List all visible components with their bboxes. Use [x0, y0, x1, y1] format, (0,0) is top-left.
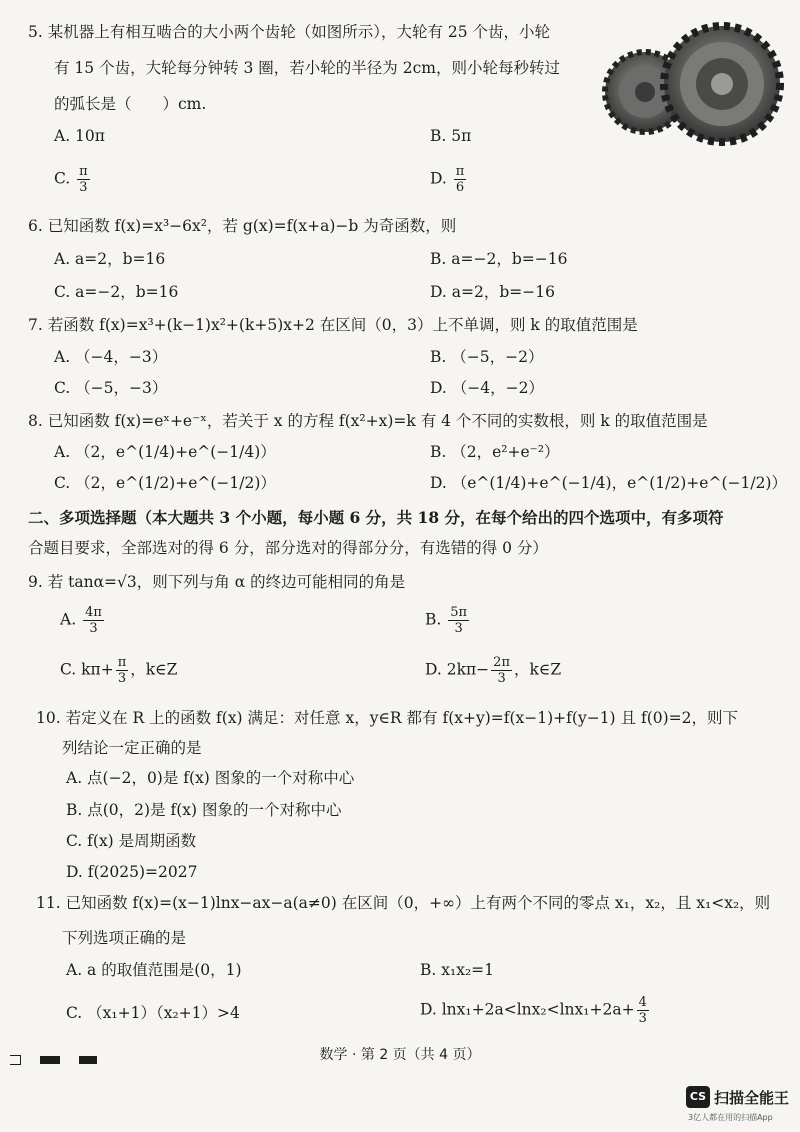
q9-option-d: D. 2kπ− $\frac{2\pi}{3}$ ，k∈Z — [425, 655, 562, 686]
q5-option-c: C. $\frac{\pi}{3}$ — [54, 164, 88, 195]
page-number: 数学 · 第 2 页（共 4 页） — [319, 1047, 481, 1063]
q10-option-c: C. f(x) 是周期函数 — [66, 832, 197, 850]
q11-option-c: C. （x₁+1）（x₂+1）>4 — [66, 1004, 240, 1022]
q11-option-a: A. a 的取值范围是(0，1) — [66, 961, 242, 979]
gear-illustration — [600, 20, 785, 150]
q10-option-a: A. 点(−2，0)是 f(x) 图象的一个对称中心 — [66, 769, 355, 787]
camscanner-name: 扫描全能王 — [714, 1089, 790, 1107]
q6-option-a: A. a=2，b=16 — [54, 250, 166, 268]
q6-option-d: D. a=2，b=−16 — [430, 283, 555, 301]
q10-line1: 10. 若定义在 R 上的函数 f(x) 满足：对任意 x，y∈R 都有 f(x+y)=f(x−1)+f(y−1) 且 f(0)=2，则下 — [36, 709, 738, 727]
q7-option-a: A. （−4，−3） — [54, 348, 168, 366]
q5-line2: 有 15 个齿，大轮每分钟转 3 圈，若小轮的半径为 2cm，则小轮每秒转过 — [54, 59, 560, 77]
q11-line2: 下列选项正确的是 — [62, 929, 187, 947]
q11-option-b: B. x₁x₂=1 — [420, 961, 495, 979]
section2-header-line1: 二、多项选择题（本大题共 3 个小题，每小题 6 分，共 18 分，在每个给出的四个选项中，有多项符 — [28, 508, 724, 527]
q10-line2: 列结论一定正确的是 — [62, 739, 202, 757]
q8-option-c: C. （2，e^(1/2)+e^(−1/2)） — [54, 474, 276, 492]
q8-option-b: B. （2，e²+e⁻²） — [430, 443, 560, 461]
q6-stem: 6. 已知函数 f(x)=x³−6x²，若 g(x)=f(x+a)−b 为奇函数，则 — [28, 217, 457, 235]
q11-line1: 11. 已知函数 f(x)=(x−1)lnx−ax−a(a≠0) 在区间（0，+∞）上有两个不同的零点 x₁，x₂，且 x₁<x₂，则 — [36, 894, 771, 912]
q6-option-c: C. a=−2，b=16 — [54, 283, 179, 301]
q5-option-a: A. 10π — [54, 127, 105, 145]
q5-option-d: D. $\frac{\pi}{6}$ — [430, 164, 465, 195]
q9-option-b: B. $\frac{5\pi}{3}$ — [425, 605, 468, 636]
q5-line3: 的弧长是（ ）cm. — [54, 95, 207, 113]
q5-option-b: B. 5π — [430, 127, 472, 145]
q10-option-d: D. f(2025)=2027 — [66, 863, 198, 881]
q10-option-b: B. 点(0，2)是 f(x) 图象的一个对称中心 — [66, 801, 342, 819]
q11-option-d: D. lnx₁+2a<lnx₂<lnx₁+2a+ $\frac{4}{3}$ — [420, 995, 647, 1026]
q8-option-a: A. （2，e^(1/4)+e^(−1/4)） — [54, 443, 276, 461]
q6-option-b: B. a=−2，b=−16 — [430, 250, 568, 268]
q9-stem: 9. 若 tanα=√3，则下列与角 α 的终边可能相同的角是 — [28, 573, 406, 591]
q7-stem: 7. 若函数 f(x)=x³+(k−1)x²+(k+5)x+2 在区间（0，3）上不单调，则 k 的取值范围是 — [28, 316, 638, 334]
q7-option-b: B. （−5，−2） — [430, 348, 544, 366]
q7-option-c: C. （−5，−3） — [54, 379, 168, 397]
camscanner-logo-icon: CS — [686, 1086, 710, 1108]
section2-header-line2: 合题目要求，全部选对的得 6 分，部分选对的得部分分，有选错的得 0 分） — [28, 539, 548, 557]
q9-option-a: A. $\frac{4\pi}{3}$ — [60, 605, 102, 636]
large-gear-icon — [664, 26, 780, 142]
q8-option-d: D. （e^(1/4)+e^(−1/4)，e^(1/2)+e^(−1/2)） — [430, 474, 787, 492]
q7-option-d: D. （−4，−2） — [430, 379, 544, 397]
q5-line1: 5. 某机器上有相互啮合的大小两个齿轮（如图所示），大轮有 25 个齿，小轮 — [28, 23, 551, 41]
q8-stem: 8. 已知函数 f(x)=eˣ+e⁻ˣ，若关于 x 的方程 f(x²+x)=k 有 4 个不同的实数根，则 k 的取值范围是 — [28, 412, 708, 430]
q9-option-c: C. kπ+ $\frac{\pi}{3}$ ，k∈Z — [60, 655, 178, 686]
camscanner-tagline: 3亿人都在用的扫描App — [688, 1113, 773, 1122]
